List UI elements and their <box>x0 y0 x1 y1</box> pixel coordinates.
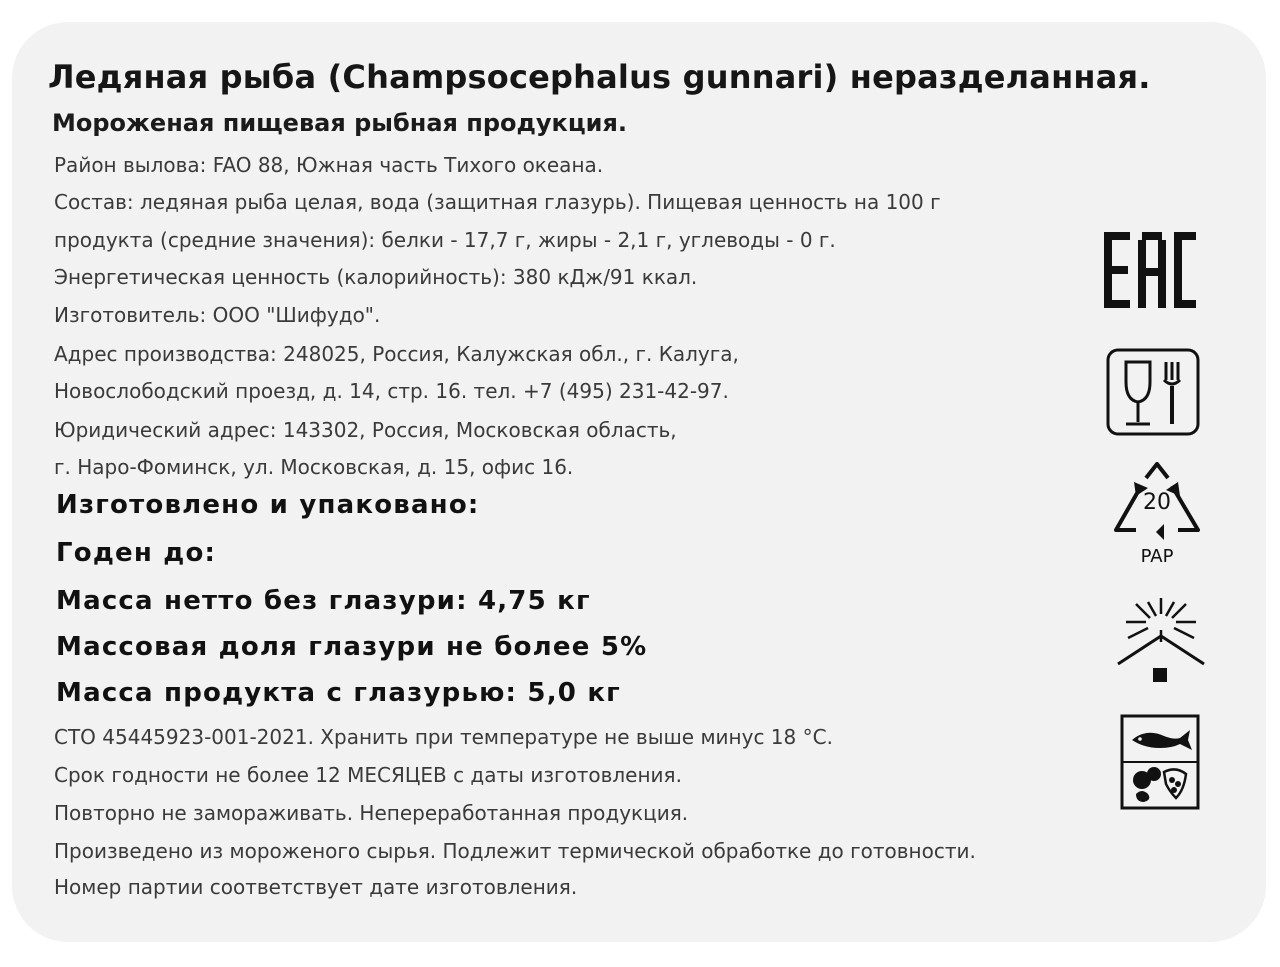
product-title: Ледяная рыба (Champsocephalus gunnari) неразделанная. <box>48 58 1151 96</box>
footer-line: Повторно не замораживать. Непереработанная продукция. <box>54 801 689 825</box>
recycling-material: PAP <box>1140 546 1174 567</box>
footer-line: Номер партии соответствует дате изготовления. <box>54 875 578 899</box>
info-line: Район вылова: FAO 88, Южная часть Тихого океана. <box>54 153 604 177</box>
info-line: Юридический адрес: 143302, Россия, Московская область, <box>54 418 677 442</box>
recycling-code: 20 <box>1143 490 1171 515</box>
product-label <box>12 22 1266 942</box>
manufactured-packed-line: Изготовлено и упаковано: <box>56 490 480 520</box>
info-line: Адрес производства: 248025, Россия, Калужская обл., г. Калуга, <box>54 342 739 366</box>
glaze-share-line: Массовая доля глазури не более 5% <box>56 632 648 662</box>
eac-mark-icon <box>1102 230 1198 312</box>
info-line: г. Наро-Фоминск, ул. Московская, д. 15, офис 16. <box>54 455 574 479</box>
fish-separate-storage-icon <box>1120 714 1200 810</box>
info-line: Энергетическая ценность (калорийность): 380 кДж/91 ккал. <box>54 265 698 289</box>
info-line: продукта (средние значения): белки - 17,7 г, жиры - 2,1 г, углеводы - 0 г. <box>54 228 836 252</box>
best-before-line: Годен до: <box>56 538 217 568</box>
product-subtitle: Мороженая пищевая рыбная продукция. <box>52 109 627 137</box>
info-line: Состав: ледяная рыба целая, вода (защитная глазурь). Пищевая ценность на 100 г <box>54 190 941 214</box>
gross-weight-line: Масса продукта с глазурью: 5,0 кг <box>56 678 621 708</box>
footer-line: Срок годности не более 12 МЕСЯЦЕВ с даты изготовления. <box>54 763 682 787</box>
footer-line: СТО 45445923-001-2021. Хранить при температуре не выше минус 18 °С. <box>54 725 833 749</box>
footer-line: Произведено из мороженого сырья. Подлежит термической обработке до готовности. <box>54 839 976 863</box>
recycling-icon <box>1106 460 1208 568</box>
info-line: Новослободский проезд, д. 14, стр. 16. тел. +7 (495) 231-42-97. <box>54 379 729 403</box>
info-line: Изготовитель: ООО "Шифудо". <box>54 303 381 327</box>
net-weight-line: Масса нетто без глазури: 4,75 кг <box>56 586 591 616</box>
keep-away-from-sunlight-icon <box>1106 592 1216 688</box>
glass-fork-icon <box>1106 348 1200 436</box>
